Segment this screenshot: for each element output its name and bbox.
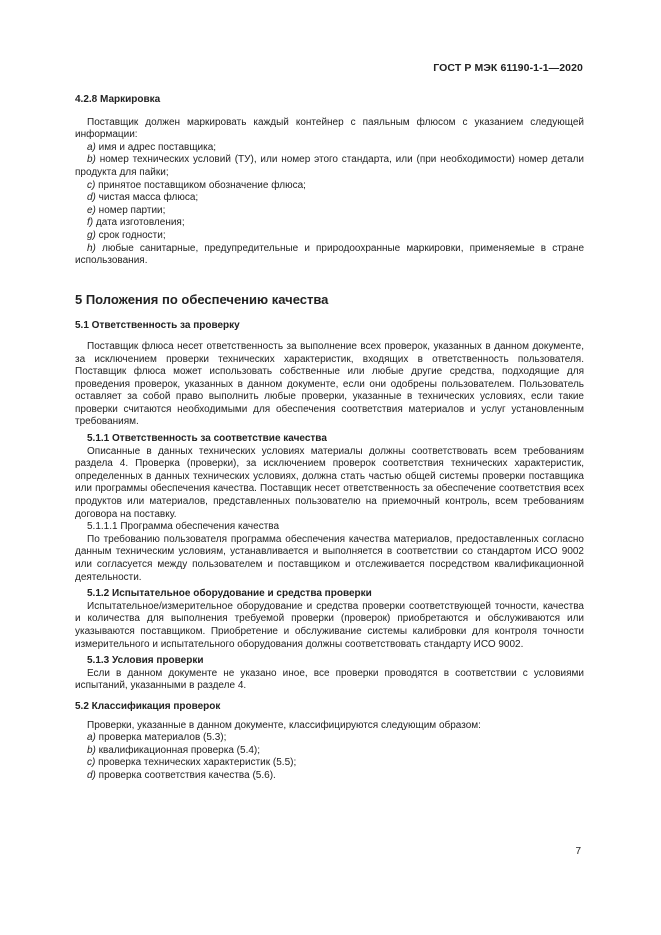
paragraph-5-1-1-1: По требованию пользователя программа обеспечения качества материалов, предоставленных согласно данным техническим условиям, устанавливается и выполняется в соответствии со стандартом ИСО 9002 или согласуется между пользователем и поставщиком и отслеживается посредством квалификационной деятельности. (75, 533, 584, 583)
paragraph-5-1: Поставщик флюса несет ответственность за выполнение всех проверок, указанных в данном документе, за исключением проверки технических характеристик, входящих в ответственность пользователя. Поставщик флюса может использовать собственные или любые другие средства, подходящие для проведения проверок, указанных в данном документе, если они одобрены пользователем. Пользователь оставляет за собой право выполнить любые проверки, указанные в технических условиях, если такие проверки считаются необходимыми для обеспечения соответствия материалов и услуг установленным требованиям. (75, 340, 584, 428)
document-code: ГОСТ Р МЭК 61190-1-1—2020 (433, 62, 583, 74)
list-item: f) дата изготовления; (87, 217, 185, 229)
list-item: d) проверка соответствия качества (5.6). (87, 769, 276, 781)
list-item: c) проверка технических характеристик (5.5); (87, 757, 297, 769)
list-item: a) проверка материалов (5.3); (87, 732, 227, 744)
paragraph-5-1-3: Если в данном документе не указано иное, все проверки проводятся в соответствии с условиями испытаний, указанными в разделе 4. (75, 667, 584, 692)
page-content (75, 94, 584, 783)
paragraph-5-2-intro: Проверки, указанные в данном документе, классифицируются следующим образом: (87, 719, 481, 731)
paragraph-5-1-1: Описанные в данных технических условиях материалы должны соответствовать всем требованиям раздела 4. Проверка (проверки), за исключением проверок соответствия технических характеристик, определенных в данных технических условиях, должна стать частью общей системы проверки поставщика или программы обеспечения качества. Поставщик несет ответственность за обеспечение соответствия всех продуктов или материалов, представленных пользователю на приемочный контроль, всем требованиям договора на поставку. (75, 445, 584, 520)
heading-4-2-8: 4.2.8 Маркировка (75, 94, 161, 105)
heading-5-1: 5.1 Ответственность за проверку (75, 320, 240, 332)
list-item: c) принятое поставщиком обозначение флюса; (87, 179, 306, 191)
heading-5-1-1: 5.1.1 Ответственность за соответствие качества (87, 433, 327, 445)
heading-5-1-2: 5.1.2 Испытательное оборудование и средства проверки (87, 588, 372, 600)
heading-5-2: 5.2 Классификация проверок (75, 700, 221, 712)
paragraph-4-2-8-intro: Поставщик должен маркировать каждый контейнер с паяльным флюсом с указанием следующей информации: (75, 116, 584, 141)
list-item: g) срок годности; (87, 229, 166, 241)
page-number: 7 (575, 846, 581, 857)
list-item: b) квалификационная проверка (5.4); (87, 744, 261, 756)
list-item: h) любые санитарные, предупредительные и природоохранные маркировки, применяемые в стране использования. (75, 242, 584, 267)
paragraph-5-1-2: Испытательное/измерительное оборудование и средства проверки соответствующей точности, качества и количества для выполнения требуемой проверки (проверок) приобретаются и обслуживаются или указываются поставщиком. Приобретение и обслуживание системы калибровки для контроля точности измерительного и испытательного оборудования должны соответствовать стандарту ИСО 9002. (75, 600, 584, 650)
heading-section-5: 5 Положения по обеспечению качества (75, 291, 329, 307)
heading-5-1-1-1: 5.1.1.1 Программа обеспечения качества (87, 521, 280, 533)
list-item: e) номер партии; (87, 204, 166, 216)
heading-5-1-3: 5.1.3 Условия проверки (87, 655, 204, 667)
list-item: b) номер технических условий (ТУ), или номер этого стандарта, или (при необходимости) номер детали продукта для пайки; (75, 154, 584, 178)
list-item: a) имя и адрес поставщика; (87, 141, 217, 153)
list-item: d) чистая масса флюса; (87, 192, 199, 204)
